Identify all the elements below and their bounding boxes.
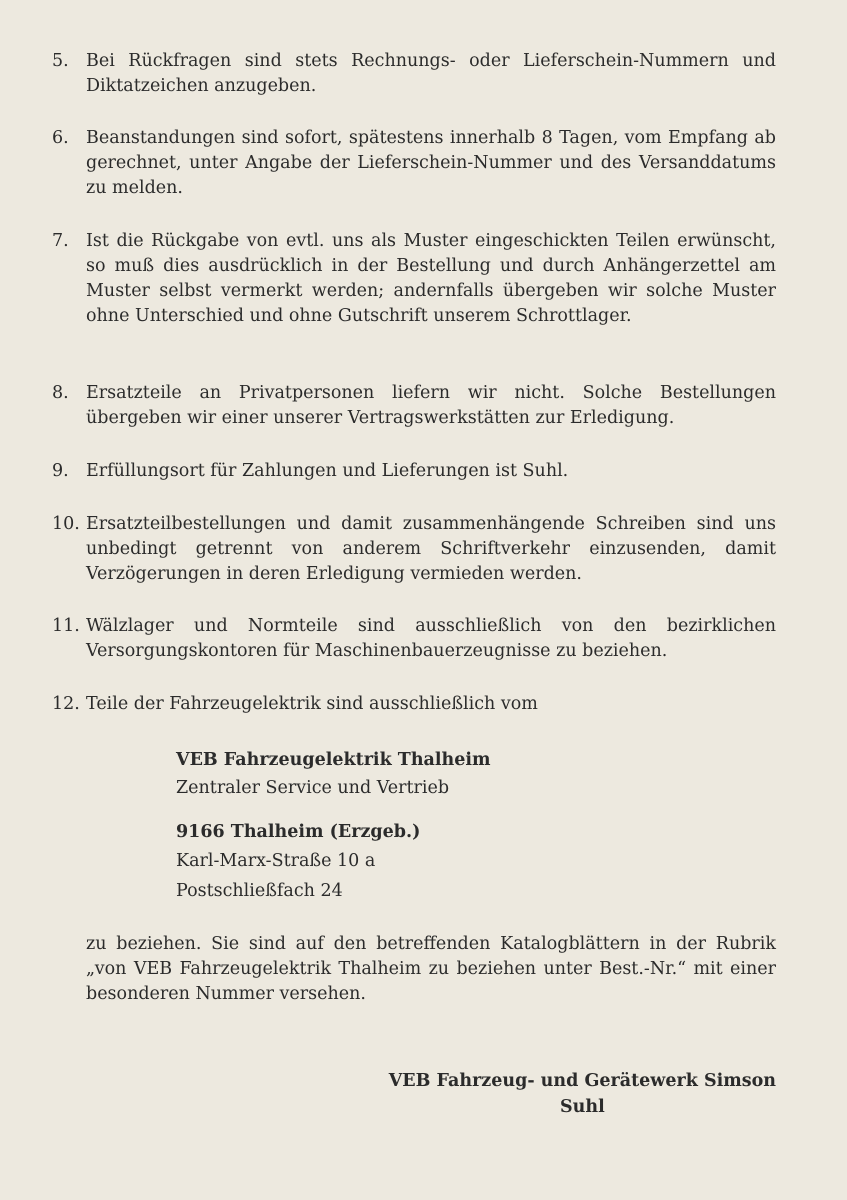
address-street: Karl-Marx-Straße 10 a (176, 851, 376, 871)
list-item-8 (52, 381, 776, 431)
item-text: Ist die Rückgabe von evtl. uns als Muster eingeschickten Teilen erwünscht, so muß dies ausdrücklich in der Bestellung und durch Anhängerzettel am Muster selbst vermerkt werden; andernfalls übergeben wir solche Muster ohne Unterschied und ohne Gutschrift unserem Schrottlager. (86, 231, 776, 326)
item-text: Teile der Fahrzeugelektrik sind ausschließlich vom (86, 694, 538, 714)
item-text: Ersatzteilbestellungen und damit zusammenhängende Schreiben sind uns unbedingt getrennt von anderem Schriftverkehr einzusenden, damit Verzögerungen in deren Erledigung vermieden werden. (86, 514, 776, 584)
list-item-12 (52, 692, 776, 717)
signature-company: VEB Fahrzeug- und Gerätewerk Simson (388, 1071, 776, 1091)
list-item-7 (52, 229, 776, 329)
item-text: Ersatzteile an Privatpersonen liefern wir nicht. Solche Bestellungen übergeben wir einer unserer Vertragswerkstätten zur Erledigung. (86, 383, 776, 428)
item-number: 8. (52, 383, 69, 403)
item-text: Wälzlager und Normteile sind ausschließlich von den bezirklichen Versorgungskontoren für Maschinenbauerzeugnisse zu beziehen. (86, 616, 776, 661)
list-item-11 (52, 614, 776, 664)
item-number: 11. (52, 616, 80, 636)
item-number: 7. (52, 231, 69, 251)
address-pobox: Postschließfach 24 (176, 881, 343, 901)
address-department: Zentraler Service und Vertrieb (176, 778, 450, 798)
address-postcode-city: 9166 Thalheim (Erzgeb.) (176, 822, 421, 842)
item-number: 6. (52, 128, 69, 148)
item-number: 9. (52, 461, 69, 481)
item-number: 12. (52, 694, 80, 714)
item-number: 10. (52, 514, 80, 534)
closing-paragraph: zu beziehen. Sie sind auf den betreffenden Katalogblättern in der Rubrik „von VEB Fahrzeugelektrik Thalheim zu beziehen unter Best.-Nr.“ mit einer besonderen Nummer versehen. (86, 934, 776, 1004)
signature-block (389, 1068, 776, 1120)
list-item-6 (52, 126, 776, 201)
list-item-9 (52, 459, 776, 484)
item-number: 5. (52, 51, 69, 71)
item-text: Beanstandungen sind sofort, spätestens innerhalb 8 Tagen, vom Empfang ab gerechnet, unter Angabe der Lieferschein-Nummer und des Versanddatums zu melden. (86, 128, 776, 198)
list-item-10 (52, 512, 776, 587)
item-text: Bei Rückfragen sind stets Rechnungs- oder Lieferschein-Nummern und Diktatzeichen anzugeben. (86, 51, 776, 96)
item-text: Erfüllungsort für Zahlungen und Lieferungen ist Suhl. (86, 461, 569, 481)
list-item-5 (52, 49, 776, 99)
address-company: VEB Fahrzeugelektrik Thalheim (176, 750, 491, 770)
signature-city: Suhl (560, 1097, 605, 1117)
